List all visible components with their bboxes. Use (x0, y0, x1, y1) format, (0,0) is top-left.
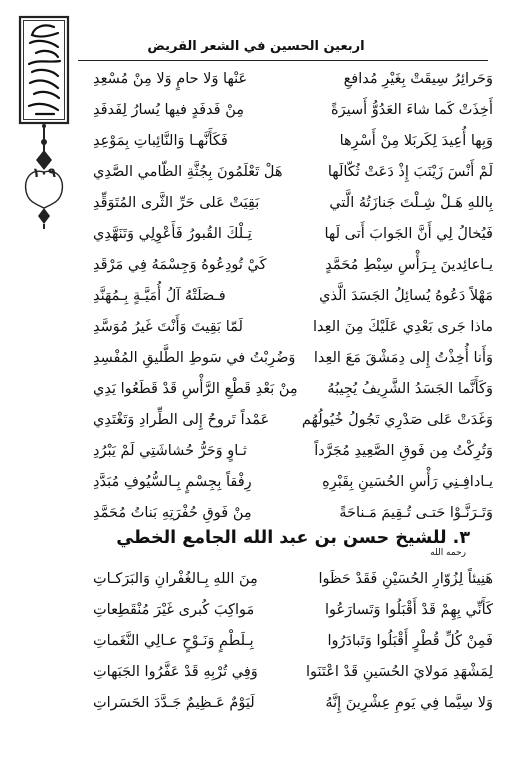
first-hemistich: وَكَأَنَّما الجَسَدُ الشَّرِيفُ يُجِيبُهُ (327, 381, 493, 397)
verse-line (93, 134, 493, 165)
second-hemistich: ثـاوٍ وَحَرُّ حُشاشَتِي لَمْ يَبْرُدِ (93, 443, 247, 459)
running-header-title: اربعين الحسين في الشعر القريض (147, 39, 365, 54)
verse-line (93, 351, 493, 382)
second-hemistich: لَيَوْمٌ عَـظِيمٌ جَـدَّدَ الحَسَراتِ (93, 695, 255, 711)
section-number: ٣. (452, 528, 470, 548)
second-hemistich: عَنْها وَلا حامٍ وَلا مِنْ مُسْعِدِ (93, 71, 248, 87)
first-hemistich: فَيُخالُ لِي أَنَّ الجَوابَ أَتى لَها (324, 226, 493, 242)
second-hemistich: وَفِي تُرْبِهِ قَدْ عَفَّرُوا الجَبَهاتِ (93, 664, 258, 680)
verse-line (93, 196, 493, 227)
second-hemistich: لَمّا بَقِيتَ وَأَنْتَ غَيرُ مُوَسَّدِ (93, 319, 243, 335)
first-hemistich: كَأَنِّي بِهِمْ قَدْ أَقْبَلُوا وَتَسارَعُوا (324, 602, 493, 618)
first-hemistich: وَأَنا أُخِذْتُ إِلى دِمَشْقَ مَعَ العِدا (313, 350, 493, 366)
verse-line (93, 475, 493, 506)
calligraphy-ornament (14, 14, 74, 230)
second-hemistich: تِـلْكَ القُبورُ فَأَعْوِلِي وَتَنَهَّدِي (93, 226, 252, 242)
poem-section-1 (93, 72, 493, 537)
second-hemistich: وَضُرِبْتُ في سَوطِ الطَّليقِ المُفْسِدِ (93, 350, 296, 366)
section-heading (110, 528, 470, 568)
verse-line (93, 665, 493, 696)
first-hemistich: مَهْلاً دَعُوهُ يُسائِلُ الجَسَدَ الَّذي (319, 288, 493, 304)
first-hemistich: وَبِها أُعِيدَ لِكَربَلا مِنْ أَسْرِها (339, 133, 493, 149)
second-hemistich: كَيْ تُودِعُوهُ وَجِسْمَهُ فِي مَرْقَدِ (93, 257, 267, 273)
verse-line (93, 72, 493, 103)
verse-line (93, 413, 493, 444)
first-hemistich: وَلا سِيَّما فِي يَومِ عِشْرِينَ إِنَّهُ (325, 695, 493, 711)
second-hemistich: هَلْ تَعْلَمُونَ بِجُثَّةِ الظّامي الصَّدِي (93, 164, 283, 180)
second-hemistich: بَقِيَتْ عَلى حَرِّ الثَّرى المُتَوَقِّدِ (93, 195, 260, 211)
second-hemistich: مَواكِبَ كُبرى غَيْرَ مُنْقَطِعاتِ (93, 602, 255, 618)
header-divider (78, 60, 488, 61)
first-hemistich: وَغَدَتْ عَلى صَدْرِي تَجُولُ خُيُولُهُم (301, 412, 493, 428)
second-hemistich: رِفْقاً بِجِسْمٍ بِـالسُّيُوفِ مُبَدَّدِ (93, 474, 252, 490)
verse-line (93, 289, 493, 320)
second-hemistich: بِـلَطْمٍ وَنَـوْحٍ عـالِي النَّغَماتِ (93, 633, 254, 649)
verse-line (93, 634, 493, 665)
section-title: للشيخ حسن بن عبد الله الجامع الخطي (116, 528, 447, 548)
first-hemistich: يـاعائِدينَ بِـرَأْسِ سِبْطِ مُحَمَّدٍ (325, 257, 493, 273)
verse-line (93, 103, 493, 134)
poem-section-2 (93, 572, 493, 727)
verse-line (93, 696, 493, 727)
second-hemistich: عَمْداً تَروحُ إِلى الطِّرادِ وَتَغْتَدِي (93, 412, 270, 428)
verse-line (93, 320, 493, 351)
verse-line (93, 382, 493, 413)
verse-line (93, 603, 493, 634)
second-hemistich: مِنَ اللهِ بِـالغُفْرانِ وَالبَرَكـاتِ (93, 571, 258, 587)
first-hemistich: يـادافِـنِي رَأْسِ الحُسَينِ بِقَبْرِهِ (322, 474, 493, 490)
first-hemistich: أَخِذَتْ كَما شاءَ العَدُوُّ أَسيرَةً (331, 102, 493, 118)
first-hemistich: وَتَـرَنَّـوْا حَتـى تُـقِيمَ مَـناحَةً (339, 505, 493, 521)
verse-line (93, 258, 493, 289)
honorific-mark: رحمه الله (430, 548, 466, 558)
second-hemistich: مِنْ فَوقِ حُفْرَتِهِ بَناتُ مُحَمَّدِ (93, 505, 252, 521)
first-hemistich: بِاللهِ هَـلْ شِـلْتَ جَنازَتُهُ الَّتي (329, 195, 493, 211)
verse-line (93, 444, 493, 475)
first-hemistich: لَمْ أَنْسَ زَيْنَبَ إِذْ دَعَتْ ثُكّالَها (327, 164, 493, 180)
second-hemistich: مِنْ بَعْدِ قَطْعِ الرَّأْسِ قَدْ قَطَعُوا يَدِي (93, 381, 298, 397)
second-hemistich: فـصَلَتْهُ آلُ أُمَيَّـةٍ بِـمُهَنَّدِ (93, 288, 226, 304)
verse-line (93, 572, 493, 603)
second-hemistich: مِنْ فَدفَدٍ فيها يُسارُ لِفَدفَدِ (93, 102, 245, 118)
first-hemistich: هَنِيئاً لِزُوّارِ الحُسَيْنِ فَقَدْ حَظَوا (318, 571, 493, 587)
second-hemistich: فَكَأَنَّهـا وَالنَّائِباتِ بِمَوْعِدِ (93, 133, 228, 149)
page-number: ١٠٩ (32, 166, 56, 181)
verse-line (93, 165, 493, 196)
first-hemistich: لِمَشْهَدِ مَولايَ الحُسَينِ قَدْ اعْتَنَوا (306, 664, 493, 680)
first-hemistich: وَتُرِكْتُ مِن فَوقِ الصَّعِيدِ مُجَرَّداً (314, 443, 493, 459)
verse-line (93, 227, 493, 258)
first-hemistich: ماذا جَرى بَعْدِي عَلَيْكَ مِنَ العِدا (313, 319, 493, 335)
first-hemistich: فَمِنْ كُلِّ قُطْرٍ أَقْبَلُوا وَتَبادَرُوا (327, 633, 493, 649)
first-hemistich: وَحَرائِرُ سِيقَتْ بِغَيْرِ مُدافعِ (343, 71, 493, 87)
